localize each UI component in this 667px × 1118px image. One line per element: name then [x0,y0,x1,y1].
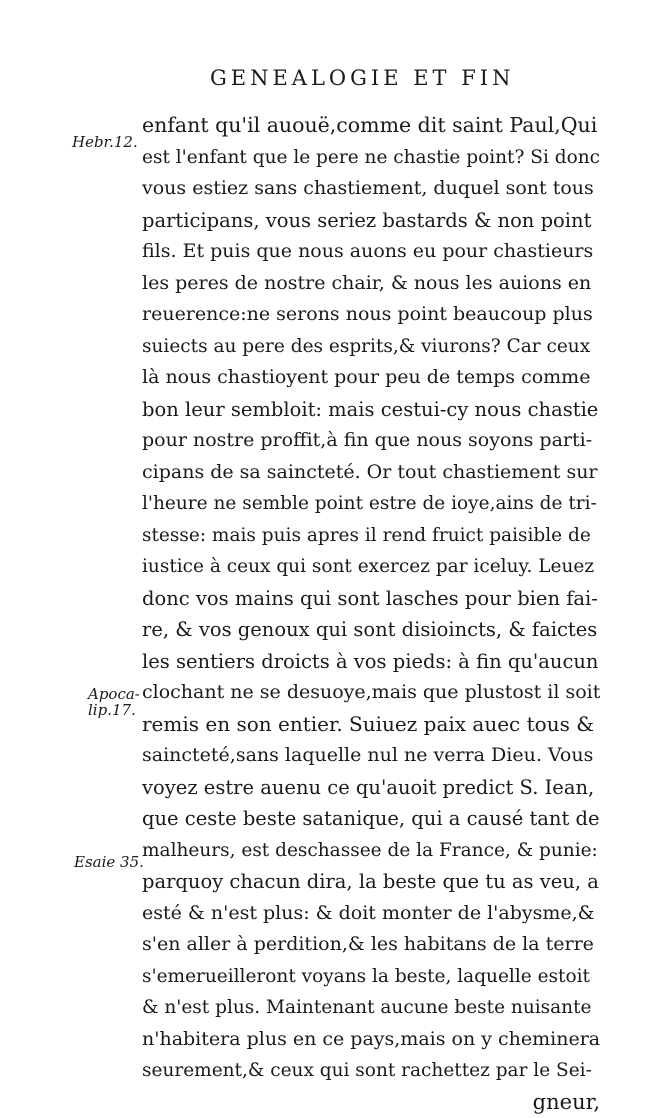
text-line: donc vos mains qui sont lasches pour bien fai- [142,583,600,615]
text-line: fils. Et puis que nous auons eu pour chastieurs [142,236,600,268]
text-line: re, & vos genoux qui sont disioincts, & faictes [142,614,600,646]
text-line: saincteté,sans laquelle nul ne verra Dieu. Vous [142,740,600,772]
text-line: clochant ne se desuoye,mais que plustost il soit [142,677,600,709]
text-line: est l'enfant que le pere ne chastie point? Si donc [142,142,600,174]
margin-note-hebrews: Hebr.12. [72,134,138,150]
text-line: bon leur sembloit: mais cestui-cy nous chastie [142,394,600,426]
text-line: que ceste beste satanique, qui a causé tant de [142,803,600,835]
text-line: vous estiez sans chastiement, duquel sont tous [142,173,600,205]
text-line: esté & n'est plus: & doit monter de l'abysme,& [142,898,600,930]
text-line: les peres de nostre chair, & nous les auions en [142,268,600,300]
margin-note-apocalypse-line-1: Apoca- [88,685,140,703]
text-line: reuerence:ne serons nous point beaucoup plus [142,299,600,331]
text-line: pour nostre proffit,à fin que nous soyons parti- [142,425,600,457]
text-line: gneur, [142,1087,600,1118]
text-line: seurement,& ceux qui sont rachettez par le Sei- [142,1055,600,1087]
text-line: participans, vous seriez bastards & non point [142,205,600,237]
text-line: voyez estre auenu ce qu'auoit predict S. Iean, [142,772,600,804]
text-line: suiects au pere des esprits,& viurons? Car ceux [142,331,600,363]
text-line: parquoy chacun dira, la beste que tu as veu, a [142,866,600,898]
text-line: malheurs, est deschassee de la France, & punie: [142,835,600,867]
text-line: stesse: mais puis apres il rend fruict paisible de [142,520,600,552]
text-line: là nous chastioyent pour peu de temps comme [142,362,600,394]
margin-note-isaiah: Esaie 35. [74,854,144,870]
text-line: s'en aller à perdition,& les habitans de la terre [142,929,600,961]
margin-note-apocalypse-line-2: lip.17. [88,701,136,719]
text-line: n'habitera plus en ce pays,mais on y cheminera [142,1024,600,1056]
text-line: les sentiers droicts à vos pieds: à fin qu'aucun [142,646,600,678]
margin-note-apocalypse [88,686,140,718]
running-head: GENEALOGIE ET FIN [210,66,514,90]
text-line: l'heure ne semble point estre de ioye,ains de tri- [142,488,600,520]
text-line: iustice à ceux qui sont exercez par iceluy. Leuez [142,551,600,583]
text-line: & n'est plus. Maintenant aucune beste nuisante [142,992,600,1024]
text-line: enfant qu'il auouë,comme dit saint Paul,Qui [142,110,600,142]
text-line: cipans de sa saincteté. Or tout chastiement sur [142,457,600,489]
body-text [142,110,600,1118]
text-line: s'emerueilleront voyans la beste, laquelle estoit [142,961,600,993]
text-line: remis en son entier. Suiuez paix auec tous & [142,709,600,741]
